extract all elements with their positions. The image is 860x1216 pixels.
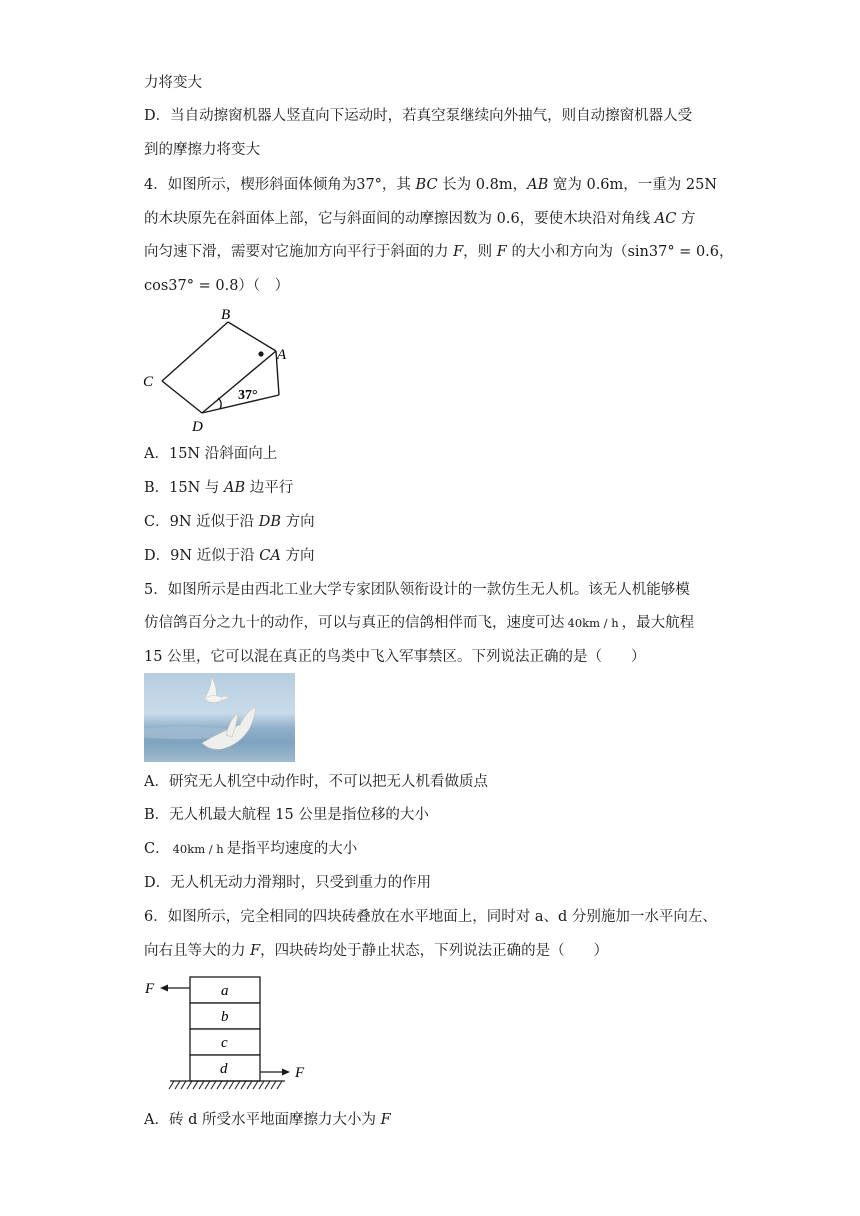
wedge-figure [140, 302, 310, 434]
text: 方向 [280, 548, 315, 564]
q5-option-d [144, 873, 431, 893]
question-4-line-4 [144, 276, 289, 296]
text: 向右且等大的力 [144, 943, 251, 959]
speed-value: 40km / h [172, 842, 224, 856]
q5-option-a [144, 772, 488, 792]
speed-value: 40km / h [567, 616, 619, 630]
text: ，则 [463, 244, 497, 260]
text: B．15N 与 [144, 480, 225, 496]
text: 宽为 0.6m，一重为 25N [548, 177, 718, 193]
text: D．9N 近似于沿 [144, 548, 260, 564]
text: A．研究无人机空中动作时，不可以把无人机看做质点 [144, 774, 488, 790]
ground-hatch [169, 1081, 282, 1089]
text: 6．如图所示，完全相同的四块砖叠放在水平地面上，同时对 a、d 分别施加一水平向左、 [144, 909, 717, 925]
text: 边平行 [245, 480, 294, 496]
text: A．15N 沿斜面向上 [144, 446, 278, 462]
q4-option-c [144, 512, 315, 532]
q4-option-d [144, 546, 314, 566]
text: 的木块原先在斜面体上部，它与斜面间的动摩擦因数为 0.6，要使木块沿对角线 [144, 211, 655, 227]
force-right-label: F [295, 1065, 305, 1081]
text: cos37° = 0.8）（ ） [144, 278, 290, 294]
text: 15 公里，它可以混在真正的鸟类中飞入军事禁区。下列说法正确的是（ ） [144, 649, 646, 665]
drone-bird-photo [144, 673, 295, 762]
text: 是指平均速度的大小 [226, 841, 358, 857]
question-4-line-1 [144, 175, 717, 195]
q5-option-b [144, 805, 429, 825]
text: 力将变大 [144, 75, 202, 91]
text: ，四块砖均处于静止状态，下列说法正确的是（ ） [260, 943, 609, 959]
text: 仿信鸽百分之九十的动作，可以与真正的信鸽相伴而飞，速度可达 [144, 615, 565, 631]
text: 到的摩擦力将变大 [144, 142, 260, 158]
option-d-line [144, 106, 692, 126]
text: C．9N 近似于沿 [144, 514, 259, 530]
label-c: C [143, 374, 154, 390]
block-dot [258, 351, 263, 356]
text: 5．如图所示是由西北工业大学专家团队领衔设计的一款仿生无人机。该无人机能够模 [144, 582, 690, 598]
text: 向匀速下滑，需要对它施加方向平行于斜面的力 [144, 244, 454, 260]
var-ac: AC [654, 211, 677, 227]
text: 4．如图所示，楔形斜面体倾角为37°，其 [144, 177, 416, 193]
q6-option-a [144, 1110, 391, 1130]
question-4-line-3 [144, 242, 734, 262]
q4-option-b [144, 478, 293, 498]
question-5-line-3 [144, 647, 646, 667]
question-5-line-1 [144, 580, 690, 600]
text-line [144, 140, 260, 160]
edge-ba [228, 322, 276, 351]
brick-label-c: c [221, 1035, 228, 1051]
brick-label-a: a [221, 983, 229, 999]
arrowhead-left-icon [160, 985, 168, 992]
arrowhead-right-icon [282, 1069, 290, 1076]
var-ca: CA [259, 548, 281, 564]
bricks-figure [140, 972, 320, 1094]
var-db: DB [258, 514, 282, 530]
q5-option-c [144, 839, 357, 859]
var-ab: AB [527, 177, 549, 193]
text: A．砖 d 所受水平地面摩擦力大小为 [144, 1112, 381, 1128]
label-b: B [221, 307, 231, 323]
var-f: F [250, 943, 261, 959]
edge-cb [162, 322, 228, 381]
var-ab: AB [224, 480, 246, 496]
angle-label: 37° [238, 388, 258, 403]
text: D．当自动擦窗机器人竖直向下运动时，若真空泵继续向外抽气，则自动擦窗机器人受 [144, 108, 693, 124]
label-a: A [277, 347, 287, 363]
question-6-line-2 [144, 941, 608, 961]
question-4-line-2 [144, 209, 695, 229]
brick-label-d: d [220, 1061, 228, 1077]
text: D．无人机无动力滑翔时，只受到重力的作用 [144, 875, 432, 891]
text: 的大小和方向为（sin37° = 0.6， [506, 244, 734, 260]
edge-cd [162, 381, 202, 413]
question-5-line-2 [144, 613, 694, 633]
text: ，最大航程 [621, 615, 695, 631]
text-line [144, 73, 202, 93]
question-6-line-1 [144, 907, 717, 927]
label-d: D [192, 419, 203, 434]
var-bc: BC [415, 177, 438, 193]
force-left-label: F [145, 981, 155, 997]
var-f: F [496, 244, 507, 260]
bird-top-icon [204, 676, 230, 703]
text: B．无人机最大航程 15 公里是指位移的大小 [144, 807, 429, 823]
text: 方向 [281, 514, 315, 530]
var-f: F [380, 1112, 391, 1128]
text: 长为 0.8m， [437, 177, 528, 193]
text: 方 [676, 211, 696, 227]
text: C． [144, 841, 170, 857]
brick-label-b: b [221, 1009, 229, 1025]
var-f: F [453, 244, 464, 260]
q4-option-a [144, 444, 277, 464]
